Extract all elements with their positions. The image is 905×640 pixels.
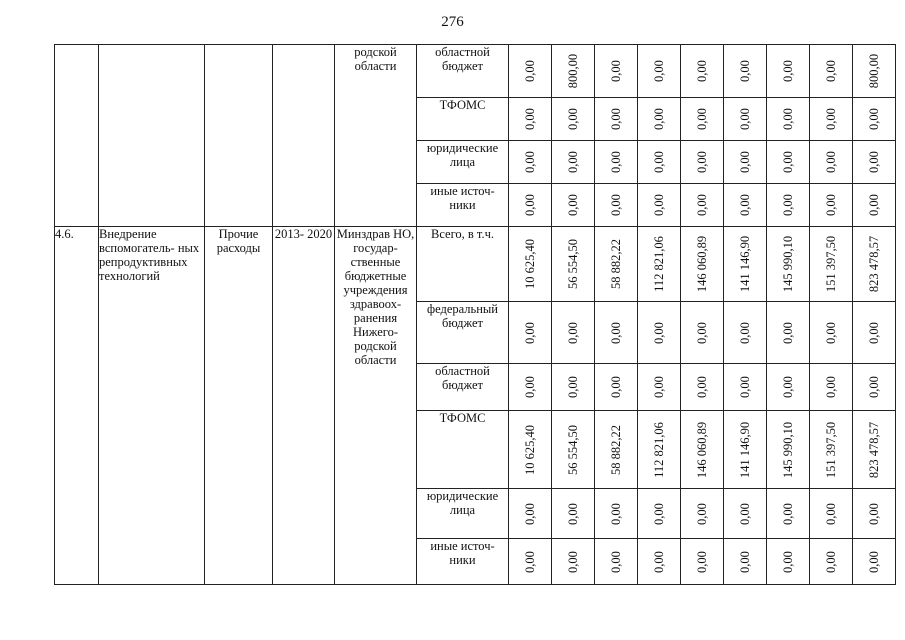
amount-cell [681, 411, 724, 489]
period: 2013- 2020 [273, 227, 335, 585]
amount-cell [853, 364, 896, 411]
amount-value: 0,00 [523, 550, 537, 573]
amount-cell [853, 489, 896, 539]
amount-value: 800,00 [867, 53, 881, 89]
amount-cell [810, 302, 853, 364]
amount-value: 10 625,40 [523, 239, 537, 289]
amount-cell [509, 489, 552, 539]
amount-value: 0,00 [695, 60, 709, 82]
amount-cell [595, 184, 638, 227]
amount-cell [853, 539, 896, 585]
amount-value: 0,00 [523, 60, 537, 82]
funding-source: областной бюджет [417, 45, 509, 98]
amount-value: 141 146,90 [738, 421, 752, 478]
amount-value: 0,00 [738, 376, 752, 398]
amount-cell [853, 184, 896, 227]
funding-source: юридические лица [417, 141, 509, 184]
amount-cell [767, 364, 810, 411]
amount-value: 0,00 [867, 321, 881, 344]
amount-value: 0,00 [566, 321, 580, 344]
amount-value: 0,00 [652, 502, 666, 525]
amount-cell [724, 184, 767, 227]
amount-value: 0,00 [824, 502, 838, 525]
amount-value: 0,00 [781, 502, 795, 525]
amount-value: 0,00 [738, 502, 752, 525]
amount-cell [595, 411, 638, 489]
amount-value: 0,00 [566, 151, 580, 173]
amount-value: 0,00 [523, 151, 537, 173]
amount-cell [638, 302, 681, 364]
amount-value: 56 554,50 [566, 239, 580, 289]
amount-cell [509, 141, 552, 184]
amount-value: 0,00 [781, 550, 795, 573]
amount-value: 0,00 [523, 502, 537, 525]
funding-source: Всего, в т.ч. [417, 227, 509, 302]
table-row [55, 227, 896, 302]
amount-value: 0,00 [867, 194, 881, 216]
amount-value: 0,00 [824, 376, 838, 398]
amount-value: 58 882,22 [609, 424, 623, 475]
amount-cell [552, 364, 595, 411]
amount-value: 0,00 [824, 550, 838, 573]
amount-cell [724, 45, 767, 98]
amount-value: 800,00 [566, 53, 580, 89]
expense-category-cell [205, 45, 273, 227]
amount-value: 823 478,57 [867, 421, 881, 478]
amount-cell [638, 45, 681, 98]
amount-cell [681, 45, 724, 98]
amount-value: 0,00 [566, 502, 580, 525]
expense-category: Прочие расходы [205, 227, 273, 585]
amount-cell [509, 98, 552, 141]
funding-source: иные источ- ники [417, 539, 509, 585]
funding-source: федеральный бюджет [417, 302, 509, 364]
amount-value: 0,00 [652, 376, 666, 398]
amount-value: 0,00 [609, 108, 623, 130]
amount-cell [552, 184, 595, 227]
funding-source: юридические лица [417, 489, 509, 539]
amount-cell [552, 411, 595, 489]
amount-cell [810, 364, 853, 411]
amount-cell [509, 227, 552, 302]
amount-value: 0,00 [695, 321, 709, 344]
amount-cell [595, 364, 638, 411]
amount-cell [552, 302, 595, 364]
amount-cell [509, 411, 552, 489]
amount-value: 0,00 [652, 550, 666, 573]
amount-value: 0,00 [695, 108, 709, 130]
amount-cell [853, 45, 896, 98]
amount-value: 56 554,50 [566, 424, 580, 475]
amount-value: 0,00 [867, 376, 881, 398]
amount-cell [724, 364, 767, 411]
amount-cell [552, 539, 595, 585]
amount-cell [767, 302, 810, 364]
period-cell [273, 45, 335, 227]
amount-value: 0,00 [867, 550, 881, 573]
amount-value: 145 990,10 [781, 235, 795, 293]
amount-cell [810, 227, 853, 302]
amount-value: 0,00 [609, 376, 623, 398]
amount-cell [638, 364, 681, 411]
executor-cell: родской области [335, 45, 417, 227]
amount-value: 0,00 [695, 376, 709, 398]
amount-value: 0,00 [695, 194, 709, 216]
amount-cell [681, 98, 724, 141]
amount-cell [509, 45, 552, 98]
amount-value: 0,00 [695, 550, 709, 573]
amount-cell [853, 411, 896, 489]
amount-value: 145 990,10 [781, 421, 795, 478]
amount-cell [595, 227, 638, 302]
amount-value: 0,00 [523, 194, 537, 216]
amount-value: 0,00 [738, 60, 752, 82]
amount-value: 112 821,06 [652, 421, 666, 478]
amount-cell [767, 45, 810, 98]
amount-cell [681, 539, 724, 585]
page-number: 276 [441, 14, 464, 30]
amount-cell [595, 45, 638, 98]
item-name-cell [99, 45, 205, 227]
amount-cell [724, 98, 767, 141]
amount-value: 0,00 [609, 502, 623, 525]
amount-cell [638, 411, 681, 489]
funding-source: ТФОМС [417, 98, 509, 141]
amount-value: 0,00 [781, 108, 795, 130]
amount-cell [724, 302, 767, 364]
amount-value: 0,00 [781, 194, 795, 216]
item-name: Внедрение вспомогатель- ных репродуктивных технологий [99, 227, 205, 585]
amount-value: 0,00 [781, 321, 795, 344]
amount-value: 0,00 [867, 502, 881, 525]
amount-cell [724, 489, 767, 539]
amount-value: 0,00 [652, 321, 666, 344]
amount-cell [552, 98, 595, 141]
amount-cell [595, 141, 638, 184]
amount-value: 0,00 [738, 108, 752, 130]
funding-source: иные источ- ники [417, 184, 509, 227]
amount-cell [767, 411, 810, 489]
item-number-cell [55, 45, 99, 227]
amount-cell [810, 489, 853, 539]
amount-value: 0,00 [781, 60, 795, 82]
amount-cell [638, 141, 681, 184]
amount-cell [724, 141, 767, 184]
amount-cell [681, 141, 724, 184]
amount-value: 823 478,57 [867, 235, 881, 293]
amount-value: 0,00 [781, 376, 795, 398]
amount-value: 0,00 [566, 550, 580, 573]
amount-cell [552, 141, 595, 184]
amount-value: 0,00 [609, 151, 623, 173]
amount-value: 0,00 [824, 194, 838, 216]
amount-cell [638, 227, 681, 302]
amount-cell [853, 141, 896, 184]
amount-cell [595, 489, 638, 539]
amount-cell [767, 184, 810, 227]
amount-cell [552, 45, 595, 98]
table-row [55, 45, 896, 98]
amount-value: 0,00 [652, 108, 666, 130]
amount-value: 0,00 [609, 194, 623, 216]
amount-value: 0,00 [867, 151, 881, 173]
amount-cell [509, 184, 552, 227]
funding-source: областной бюджет [417, 364, 509, 411]
amount-cell [810, 184, 853, 227]
amount-cell [853, 302, 896, 364]
amount-value: 0,00 [824, 60, 838, 82]
amount-value: 0,00 [652, 151, 666, 173]
amount-cell [810, 539, 853, 585]
amount-cell [681, 364, 724, 411]
amount-value: 10 625,40 [523, 424, 537, 475]
amount-cell [810, 98, 853, 141]
amount-cell [724, 539, 767, 585]
amount-cell [853, 98, 896, 141]
amount-cell [767, 141, 810, 184]
amount-cell [638, 98, 681, 141]
executor: Минздрав НО, государ- ственные бюджетные учреждения здравоох- ранения Нижего- родской области [335, 227, 417, 585]
amount-value: 0,00 [695, 502, 709, 525]
amount-value: 0,00 [824, 108, 838, 130]
amount-cell [810, 411, 853, 489]
amount-value: 0,00 [566, 194, 580, 216]
amount-value: 0,00 [609, 550, 623, 573]
amount-value: 146 060,89 [695, 235, 709, 293]
amount-cell [509, 539, 552, 585]
amount-value: 0,00 [523, 108, 537, 130]
amount-cell [638, 489, 681, 539]
amount-value: 0,00 [609, 321, 623, 344]
amount-cell [681, 489, 724, 539]
amount-cell [595, 302, 638, 364]
budget-table [54, 44, 896, 585]
amount-value: 0,00 [523, 321, 537, 344]
amount-cell [552, 227, 595, 302]
amount-value: 0,00 [652, 194, 666, 216]
amount-cell [681, 227, 724, 302]
amount-value: 146 060,89 [695, 421, 709, 478]
amount-cell [810, 141, 853, 184]
amount-value: 0,00 [738, 194, 752, 216]
amount-cell [595, 539, 638, 585]
amount-value: 151 397,50 [824, 235, 838, 293]
amount-value: 151 397,50 [824, 421, 838, 478]
amount-value: 0,00 [781, 151, 795, 173]
amount-cell [810, 45, 853, 98]
amount-value: 0,00 [738, 151, 752, 173]
amount-value: 58 882,22 [609, 239, 623, 289]
item-number: 4.6. [55, 227, 99, 585]
amount-cell [767, 539, 810, 585]
amount-cell [552, 489, 595, 539]
amount-cell [767, 227, 810, 302]
amount-value: 0,00 [695, 151, 709, 173]
funding-source: ТФОМС [417, 411, 509, 489]
amount-cell [638, 539, 681, 585]
amount-cell [767, 98, 810, 141]
amount-value: 0,00 [566, 376, 580, 398]
amount-value: 0,00 [652, 60, 666, 82]
amount-cell [724, 411, 767, 489]
amount-cell [509, 302, 552, 364]
amount-value: 0,00 [824, 151, 838, 173]
amount-cell [595, 98, 638, 141]
amount-value: 141 146,90 [738, 235, 752, 293]
amount-value: 0,00 [523, 376, 537, 398]
amount-value: 0,00 [824, 321, 838, 344]
amount-cell [767, 489, 810, 539]
amount-value: 112 821,06 [652, 236, 666, 292]
amount-cell [638, 184, 681, 227]
amount-cell [724, 227, 767, 302]
amount-value: 0,00 [738, 321, 752, 344]
amount-cell [853, 227, 896, 302]
amount-cell [681, 302, 724, 364]
amount-cell [681, 184, 724, 227]
amount-value: 0,00 [867, 108, 881, 130]
amount-cell [509, 364, 552, 411]
amount-value: 0,00 [609, 60, 623, 82]
amount-value: 0,00 [566, 108, 580, 130]
amount-value: 0,00 [738, 550, 752, 573]
